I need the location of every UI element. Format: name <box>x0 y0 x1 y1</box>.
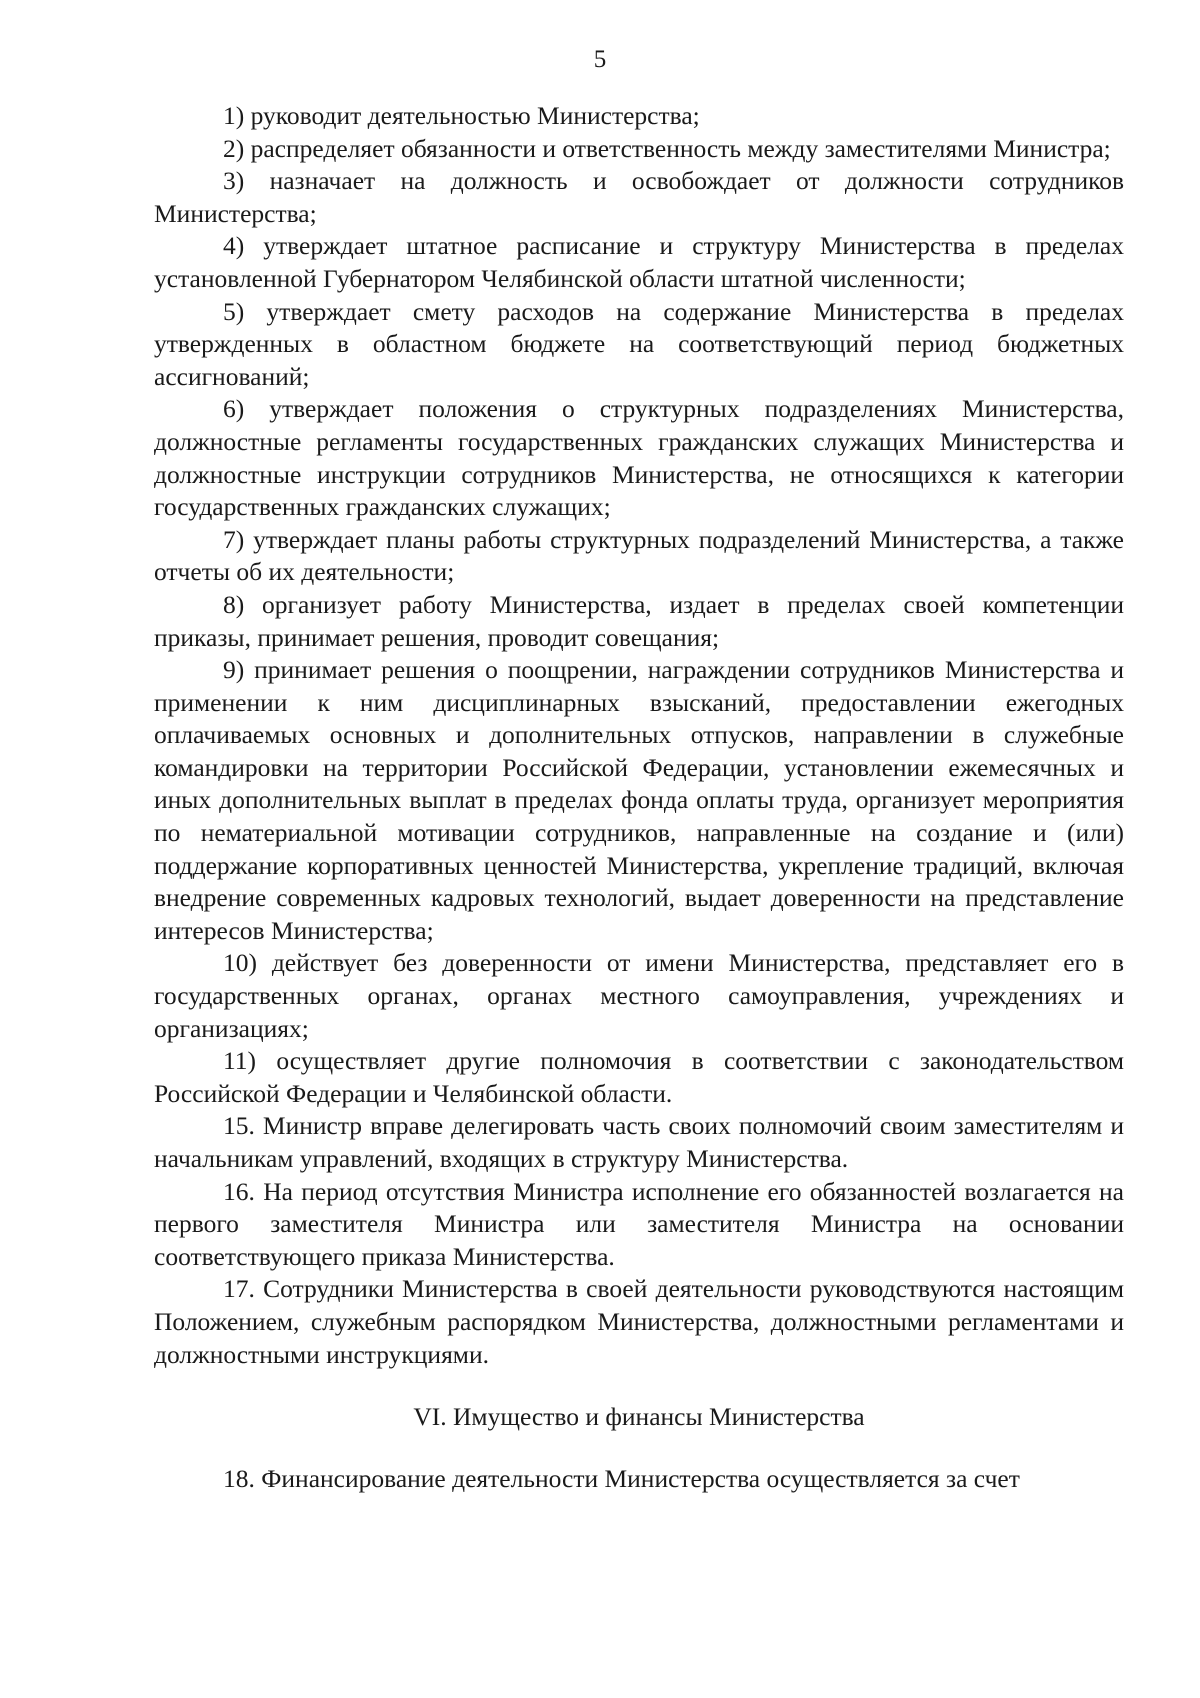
paragraph-item-1: 1) руководит деятельностью Министерства; <box>223 101 700 130</box>
paragraph-point-15: 15. Министр вправе делегировать часть своих полномочий своим заместителям и начальникам управлений, входящих в структуру Министерства. <box>154 1111 1124 1173</box>
page-number: 5 <box>593 46 607 73</box>
paragraph-item-5: 5) утверждает смету расходов на содержание Министерства в пределах утвержденных в областном бюджете на соответствующий период бюджетных ассигнований; <box>154 296 1124 391</box>
paragraph-item-9: 9) принимает решения о поощрении, награждении сотрудников Министерства и применении к ним дисциплинарных взысканий, предоставлении ежегодных оплачиваемых основных и дополнительных отпусков, направлении в служебные командировки на территории Российской Федерации, установлении ежемесячных и иных дополнительных выплат в пределах фонда оплаты труда, организует мероприятия по нематериальной мотивации сотрудников, направленные на создание и (или) поддержание корпоративных ценностей Министерства, укрепление традиций, включая внедрение современных кадровых технологий, выдает доверенности на представление интересов Министерства; <box>154 655 1124 945</box>
paragraph-item-8: 8) организует работу Министерства, издает в пределах своей компетенции приказы, принимает решения, проводит совещания; <box>154 589 1124 652</box>
section-heading: VI. Имущество и финансы Министерства <box>413 1402 865 1432</box>
paragraph-item-2: 2) распределяет обязанности и ответственность между заместителями Министра; <box>223 133 1111 163</box>
paragraph-point-17: 17. Сотрудники Министерства в своей деятельности руководствуются настоящим Положением, служебным распорядком Министерства, должностными регламентами и должностными инструкциями. <box>154 1274 1124 1369</box>
paragraph-item-11: 11) осуществляет другие полномочия в соответствии с законодательством Российской Федерации и Челябинской области. <box>154 1046 1124 1108</box>
paragraph-item-4: 4) утверждает штатное расписание и структуру Министерства в пределах установленной Губернатором Челябинской области штатной численности; <box>154 231 1124 293</box>
paragraph-item-6: 6) утверждает положения о структурных подразделениях Министерства, должностные регламенты государственных гражданских служащих Министерства и должностные инструкции сотрудников Министерства, не относящихся к категории государственных гражданских служащих; <box>154 394 1124 522</box>
paragraph-item-7: 7) утверждает планы работы структурных подразделений Министерства, а также отчеты об их деятельности; <box>154 524 1124 587</box>
paragraph-point-18: 18. Финансирование деятельности Министерства осуществляется за счет <box>223 1463 1020 1493</box>
document-body <box>154 100 1124 1495</box>
paragraph-point-16: 16. На период отсутствия Министра исполнение его обязанностей возлагается на первого заместителя Министра или заместителя Министра на основании соответствующего приказа Министерства. <box>154 1176 1124 1271</box>
paragraph-item-3: 3) назначает на должность и освобождает от должности сотрудников Министерства; <box>154 166 1124 228</box>
paragraph-item-10: 10) действует без доверенности от имени Министерства, представляет его в государственных органах, органах местного самоуправления, учреждениях и организациях; <box>154 948 1124 1043</box>
